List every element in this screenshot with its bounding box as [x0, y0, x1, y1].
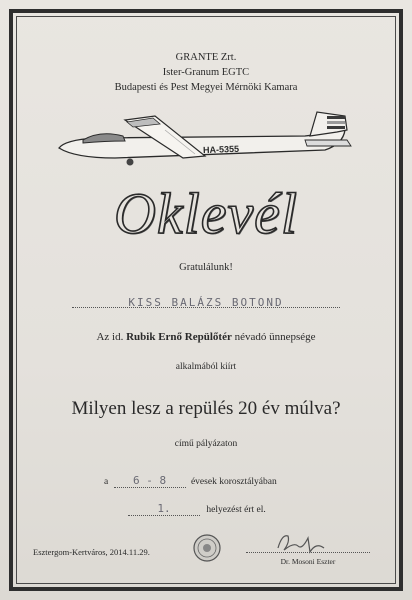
age-group-suffix: évesek korosztályában [190, 477, 277, 487]
competition-question: Milyen lesz a repülés 20 év múlva? [71, 398, 341, 419]
age-group-row [104, 474, 277, 488]
age-group-value: 6 - 8 [114, 474, 186, 488]
signer-name: Dr. Mosoni Eszter [280, 557, 336, 566]
congratulations-text: Gratulálunk! [179, 262, 233, 273]
placement-row [128, 502, 266, 516]
event-occasion: alkalmából kiírt [175, 362, 237, 372]
event-line [0, 331, 412, 343]
placement-value: 1. [128, 502, 200, 516]
signature-line [246, 552, 370, 553]
event-suffix: névadó ünnepsége [234, 331, 316, 343]
glider-registration: HA-5355 [202, 143, 240, 156]
placement-suffix: helyezést ért el. [206, 505, 266, 515]
event-venue: Rubik Ernő Repülőtér [126, 331, 232, 343]
certificate-title: Oklevél [113, 181, 299, 246]
issuer-org-1: GRANTE Zrt. [175, 52, 237, 63]
age-group-prefix: a [104, 477, 109, 487]
competition-label: című pályázaton [174, 439, 238, 449]
recipient-name-line [72, 289, 340, 308]
glider-illustration [55, 110, 360, 180]
issuer-org-3: Budapesti és Pest Megyei Mérnöki Kamara [114, 82, 298, 93]
event-prefix: Az id. [96, 331, 124, 343]
seal-stamp [192, 533, 222, 563]
recipient-name: KISS BALÁZS BOTOND [128, 296, 284, 309]
issuer-org-2: Ister-Granum EGTC [162, 67, 250, 78]
issuer-header [0, 50, 412, 95]
place-and-date: Esztergom-Kertváros, 2014.11.29. [33, 547, 150, 557]
